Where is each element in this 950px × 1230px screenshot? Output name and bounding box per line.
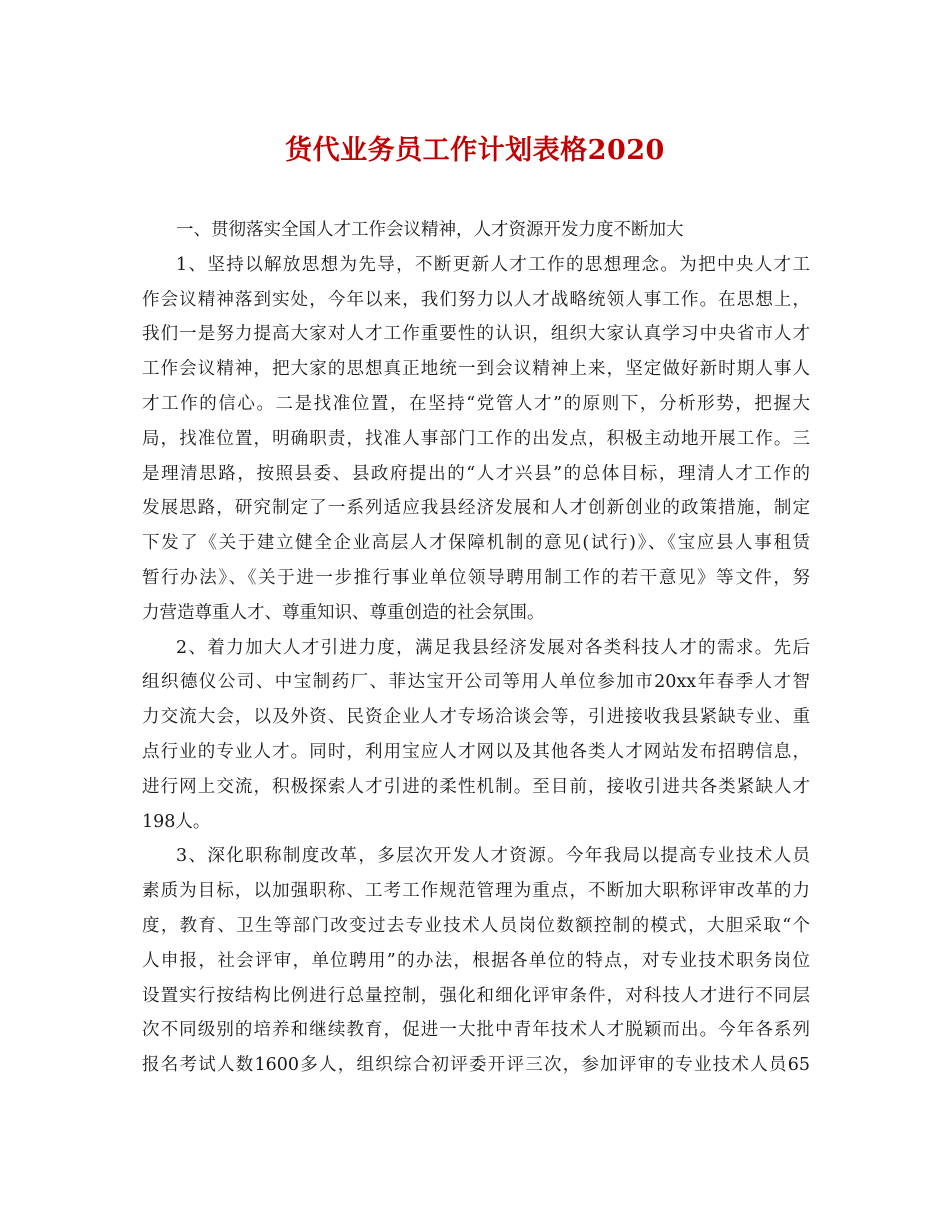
text-line: 我们一是努力提高大家对人才工作重要性的认识，组织大家认真学习中央省市人才: [142, 324, 810, 345]
document-body: [142, 213, 810, 1083]
text-line: 力交流大会，以及外资、民资企业人才专场洽谈会等，引进接收我县紧缺专业、重: [142, 707, 810, 728]
text-line: 2、着力加大人才引进力度，满足我县经济发展对各类科技人才的需求。先后: [176, 637, 810, 658]
text-line: 1、坚持以解放思想为先导，不断更新人才工作的思想理念。为把中央人才工: [176, 254, 810, 275]
text-line: 组织德仪公司、中宝制药厂、菲达宝开公司等用人单位参加市20xx年春季人才智: [142, 672, 810, 693]
text-line: 设置实行按结构比例进行总量控制，强化和细化评审条件，对科技人才进行不同层: [142, 985, 810, 1006]
text-line: 发展思路，研究制定了一系列适应我县经济发展和人才创新创业的政策措施，制定: [142, 498, 810, 519]
text-line: 次不同级别的培养和继续教育，促进一大批中青年技术人才脱颖而出。今年各系列: [142, 1020, 810, 1041]
text-line: 人申报，社会评审，单位聘用”的办法，根据各单位的特点，对专业技术职务岗位: [142, 950, 810, 971]
text-line: 作会议精神落到实处，今年以来，我们努力以人才战略统领人事工作。在思想上，: [142, 289, 810, 310]
text-line: 才工作的信心。二是找准位置，在坚持“党管人才”的原则下，分析形势，把握大: [142, 393, 810, 414]
text-line: 点行业的专业人才。同时，利用宝应人才网以及其他各类人才网站发布招聘信息，: [142, 741, 810, 762]
text-line: 是理清思路，按照县委、县政府提出的“人才兴县”的总体目标，理清人才工作的: [142, 463, 810, 484]
text-line: 下发了《关于建立健全企业高层人才保障机制的意见(试行)》、《宝应县人事租赁: [142, 533, 810, 554]
document-title: 货代业务员工作计划表格2020: [285, 135, 665, 166]
text-line: 素质为目标，以加强职称、工考工作规范管理为重点，不断加大职称评审改革的力: [142, 881, 810, 902]
text-line: 报名考试人数1600多人，组织综合初评委开评三次，参加评审的专业技术人员65: [142, 1055, 810, 1076]
text-line: 暂行办法》、《关于进一步推行事业单位领导聘用制工作的若干意见》等文件，努: [142, 567, 810, 588]
text-line: 力营造尊重人才、尊重知识、尊重创造的社会氛围。: [142, 602, 545, 623]
text-line: 198人。: [142, 811, 211, 832]
text-line: 3、深化职称制度改革，多层次开发人才资源。今年我局以提高专业技术人员: [176, 846, 810, 867]
text-line: 工作会议精神，把大家的思想真正地统一到会议精神上来，坚定做好新时期人事人: [142, 359, 810, 380]
text-line: 进行网上交流，积极探索人才引进的柔性机制。至目前，接收引进共各类紧缺人才: [142, 776, 810, 797]
text-line: 一、贯彻落实全国人才工作会议精神，人才资源开发力度不断加大: [176, 220, 684, 240]
text-line: 局，找准位置，明确职责，找准人事部门工作的出发点，积极主动地开展工作。三: [142, 428, 810, 449]
text-line: 度，教育、卫生等部门改变过去专业技术人员岗位数额控制的模式，大胆采取“个: [142, 915, 810, 936]
